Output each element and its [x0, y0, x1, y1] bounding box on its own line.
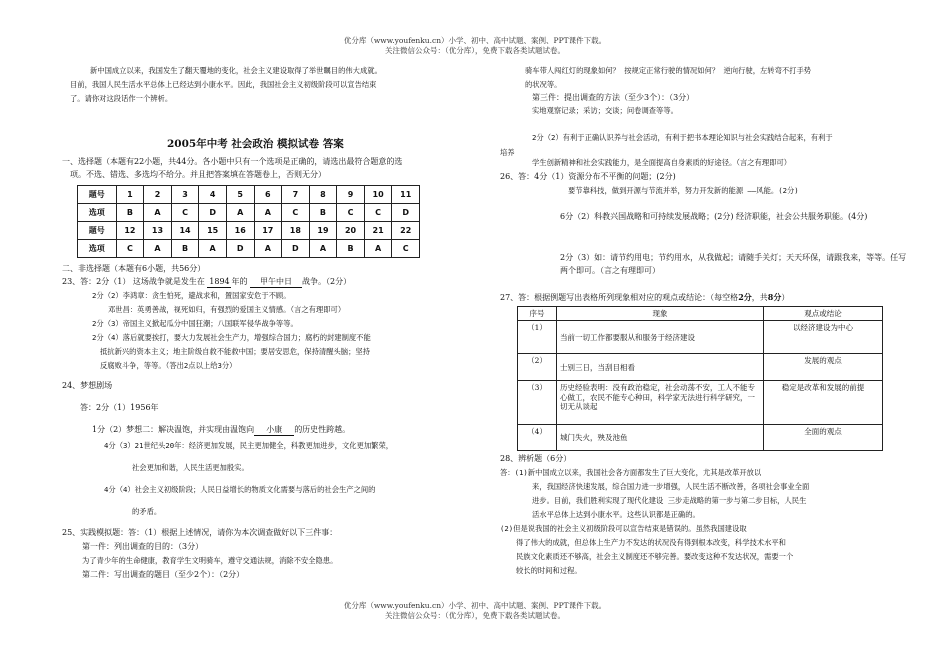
q24-line-6: 的矛盾。 — [132, 507, 162, 516]
table-cell: 以经济建设为中心 — [764, 321, 883, 354]
table-cell: （1） — [518, 321, 557, 354]
table-cell: 6 — [254, 186, 282, 204]
table-cell: 7 — [282, 186, 310, 204]
table-cell: 历史经验表明：没有政治稳定，社会动荡不安，工人不能专心做工，农民不能专心种田，科学家无法进行科学研究，一切无从谈起 — [557, 381, 764, 425]
q23-year-blank: 1894 — [209, 277, 230, 286]
q28-line-6: 得了伟大的成就，但总体上生产力不发达的状况没有得到根本改变，科学技术水平和 — [516, 538, 786, 547]
table-cell: B — [309, 204, 337, 222]
table-cell: 20 — [337, 222, 365, 240]
table-cell: A — [226, 204, 254, 222]
table-row — [518, 307, 883, 321]
table-cell: D — [392, 204, 420, 222]
q27-intro-b: ，共 — [751, 293, 768, 302]
table-cell: 9 — [337, 186, 365, 204]
q28-line-8: 较长的时间和过程。 — [516, 566, 582, 575]
table-cell: B — [337, 240, 365, 258]
site-header-line-2: 关注微信公众号：（优分库），免费下载各类试题试卷。 — [385, 46, 565, 55]
table-cell: （2） — [518, 354, 557, 381]
table-cell: 全面的观点 — [764, 425, 883, 451]
q24-line-3: 4分（3）21世纪头20年：经济更加发展，民主更加健全，科教更加进步，文化更加繁荣， — [104, 441, 394, 450]
intro-line-3: 了。请你对这段话作一个辨析。 — [70, 94, 173, 103]
q27-intro-total: 8分 — [767, 292, 782, 302]
table-cell: 题号 — [78, 186, 117, 204]
table-cell: B — [171, 240, 199, 258]
table-cell: C — [337, 204, 365, 222]
q23-line-4: 2分（3）帝国主义掀起瓜分中国狂潮；八国联军侵华战争等等。 — [92, 319, 298, 328]
table-row — [518, 425, 883, 451]
q27-intro-a: 27、答：根据例题写出表格所列现象相对应的观点或结论：（每空格 — [500, 293, 739, 302]
table-header-cell: 序号 — [518, 307, 557, 321]
table-cell: （4） — [518, 425, 557, 451]
q26-line-4: 2分（3）如：请节约用电；节约用水，从我做起；请随手关灯；天天环保，请跟我来，等等。任写 — [560, 253, 907, 262]
q25-cont-line-1: 骑车带人闯红灯的现象如何？ 按规定正常行驶的情况如何？ 逆向行驶，左转弯不打手势 — [525, 66, 812, 75]
q26-line-3: 6分（2）科教兴国战略和可持续发展战略；(2分) 经济职能，社会公共服务职能。(4分) — [560, 212, 868, 221]
q23-text-c: 战争。（2分） — [302, 277, 352, 286]
q28-heading: 28、辨析题（6分） — [500, 454, 572, 463]
q23-line-2: 2分（2）李鸿章：贪生怕死，避战求和，置国家安危于不顾。 — [92, 291, 291, 300]
q24-text-b: 的历史性跨越。 — [294, 425, 351, 434]
table-cell: 城门失火，殃及池鱼 — [557, 425, 764, 451]
q23-line-6: 抵抗新兴的资本主义；地主阶级自救不能救中国；要居安思危，保持清醒头脑；坚持 — [100, 347, 370, 356]
table-row — [518, 381, 883, 425]
intro-line-1: 新中国成立以来，我国发生了翻天覆地的变化，社会主义建设取得了举世瞩目的伟大成就。 — [90, 66, 382, 75]
table-cell: A — [144, 240, 172, 258]
table-cell: 2 — [144, 186, 172, 204]
answer-table — [77, 185, 420, 258]
q27-intro — [500, 292, 789, 303]
table-cell: A — [254, 240, 282, 258]
table-cell: A — [144, 204, 172, 222]
q25-line-4: 第二件：写出调查的题目（至少2个）：（2分） — [82, 570, 245, 579]
table-cell: 选项 — [78, 240, 117, 258]
q25-cont-line-4: 实地观察记录；采访；交谈；问卷调查等等。 — [532, 106, 678, 115]
q28-line-7: 民族文化素质还不够高，社会主义制度还不够完善。要改变这种不发达状况，需要一个 — [516, 552, 794, 561]
table-header-cell: 观点或结论 — [764, 307, 883, 321]
q26-line-2: 要节靠科技，做到开源与节流并举，努力开发新的能源 ——风能。(2分) — [568, 186, 799, 195]
q23-text-a: 23、答：2分（1） 这场战争就是发生在 — [62, 277, 205, 286]
table-cell: D — [199, 204, 227, 222]
intro-line-2: 目前，我国人民生活水平总体上已经达到小康水平。因此，我国社会主义初级阶段可以宣告结束 — [70, 80, 377, 89]
table-cell: 题号 — [78, 222, 117, 240]
q24-text-a: 1分（2）梦想二：解决温饱，并实现由温饱向 — [92, 425, 255, 434]
table-cell: C — [392, 240, 420, 258]
q28-line-5: (2)但是说我国的社会主义初级阶段可以宣告结束是错误的。虽然我国建设取 — [500, 524, 747, 533]
table-cell: 19 — [309, 222, 337, 240]
q23-text-b: 年的 — [231, 277, 248, 286]
q23-line-5: 2分（4）落后就要挨打，要大力发展社会生产力，增强综合国力；腐朽的封建制度不能 — [92, 333, 371, 342]
q24-line-2 — [92, 425, 350, 436]
table-header-cell: 现象 — [557, 307, 764, 321]
table-cell: 士别三日，当刮目相看 — [557, 354, 764, 381]
q23-line-7: 反腐败斗争，等等。（答出2点以上给3分） — [100, 361, 237, 370]
q25-cont-line-3: 第三件：提出调查的方法（至少3个）：（3分） — [532, 93, 695, 102]
table-cell: 12 — [116, 222, 144, 240]
table-row — [518, 354, 883, 381]
table-cell: B — [116, 204, 144, 222]
table-cell: 发展的观点 — [764, 354, 883, 381]
section-1-instruction-1: 一、选择题（本题有22小题，共44分。各小题中只有一个选项是正确的，请选出最符合题意的选 — [62, 157, 403, 166]
section-2-heading: 二、非选择题（本题有6小题，共56分） — [62, 264, 206, 273]
table-cell: 22 — [392, 222, 420, 240]
q28-line-3: 进步。目前，我们胜利实现了现代化建设 三步走战略的第一步与第二步目标，人民生 — [532, 496, 807, 505]
q25-cont-line-7: 学生创新精神和社会实践能力，是全面提高自身素质的好途径。（言之有理即可） — [532, 158, 792, 167]
table-cell: 11 — [392, 186, 420, 204]
q26-line-5: 两个即可。（言之有理即可） — [560, 266, 660, 275]
table-row — [518, 321, 883, 354]
table-cell: 18 — [282, 222, 310, 240]
q27-intro-c: ） — [781, 293, 790, 302]
q25-line-3: 为了青少年的生命健康，教育学生文明骑车，遵守交通法规，消除不安全隐患。 — [82, 556, 338, 565]
table-cell: D — [226, 240, 254, 258]
q28-line-1: 答：(1)新中国成立以来，我国社会各方面都发生了巨大变化，尤其是改革开放以 — [500, 468, 762, 477]
q24-line-4: 社会更加和谐，人民生活更加殷实。 — [132, 463, 249, 472]
table-cell: 13 — [144, 222, 172, 240]
table-cell: C — [364, 204, 392, 222]
q27-intro-points: 2分 — [738, 292, 752, 302]
table-cell: 10 — [364, 186, 392, 204]
q26-line-1: 26、答：4分（1）资源分布不平衡的问题；(2分) — [500, 172, 676, 181]
table-cell: 当前一切工作都要服从和服务于经济建设 — [557, 321, 764, 354]
q24-xiaokang-blank: 小康 — [254, 425, 294, 436]
table-cell: （3） — [518, 381, 557, 425]
table-cell: A — [199, 240, 227, 258]
table-cell: 16 — [226, 222, 254, 240]
q23-war-blank: 甲午中日 — [250, 277, 302, 288]
page-title: 2005年中考 社会政治 模拟试卷 答案 — [167, 138, 344, 150]
table-cell: C — [116, 240, 144, 258]
q25-line-2: 第一件：列出调查的目的：（3分） — [82, 542, 204, 551]
table-cell: 5 — [226, 186, 254, 204]
q25-cont-line-2: 的状况等。 — [525, 80, 562, 89]
table-row — [78, 186, 420, 204]
table-row — [78, 240, 420, 258]
table-cell: 3 — [171, 186, 199, 204]
table-cell: 4 — [199, 186, 227, 204]
table-cell: A — [254, 204, 282, 222]
q24-line-5: 4分（4）社会主义初级阶段；人民日益增长的物质文化需要与落后的社会生产之间的 — [104, 485, 376, 494]
site-footer-line-2: 关注微信公众号：（优分库），免费下载各类试题试卷。 — [385, 611, 565, 620]
q25-cont-line-5: 2分（2）有利于正确认识养与社会活动，有利于把书本理论知识与社会实践结合起来，有利于 — [532, 133, 833, 142]
q28-line-2: 来，我国经济快速发展，综合国力进一步增强，人民生活不断改善，各项社会事业全面 — [532, 482, 810, 491]
q25-cont-line-6: 培养 — [500, 148, 515, 157]
views-table — [517, 306, 883, 451]
table-cell: 21 — [364, 222, 392, 240]
q25-line-1: 25、实践模拟题：答：（1）根据上述情况，请你为本次调查做好以下三件事： — [62, 528, 338, 537]
table-cell: A — [309, 240, 337, 258]
section-1-instruction-2: 项。不选、错选、多选均不给分。并且把答案填在答题卷上，否则无分） — [70, 170, 326, 179]
q24-line-1: 答：2分（1）1956年 — [80, 403, 159, 412]
table-cell: A — [364, 240, 392, 258]
table-cell: 选项 — [78, 204, 117, 222]
table-cell: 17 — [254, 222, 282, 240]
table-cell: 14 — [171, 222, 199, 240]
table-cell: 15 — [199, 222, 227, 240]
q23-line-1 — [62, 277, 351, 288]
q23-line-3: 邓世昌：英勇善战，视死如归，有强烈的爱国主义情感。（言之有理即可） — [108, 305, 346, 314]
table-cell: C — [282, 204, 310, 222]
table-cell: 1 — [116, 186, 144, 204]
table-cell: C — [171, 204, 199, 222]
table-row — [78, 222, 420, 240]
table-cell: 8 — [309, 186, 337, 204]
table-cell: D — [282, 240, 310, 258]
table-row — [78, 204, 420, 222]
q28-line-4: 活水平总体上达到小康水平。这些认识都是正确的。 — [532, 510, 700, 519]
site-header-line-1: 优分库（www.youfenku.cn）小学、初中、高中试题、案例、PPT课件下载。 — [343, 36, 607, 45]
site-footer-line-1: 优分库（www.youfenku.cn）小学、初中、高中试题、案例、PPT课件下载。 — [343, 601, 607, 610]
q24-heading: 24、梦想剧场 — [62, 381, 113, 390]
table-cell: 稳定是改革和发展的前提 — [764, 381, 883, 425]
